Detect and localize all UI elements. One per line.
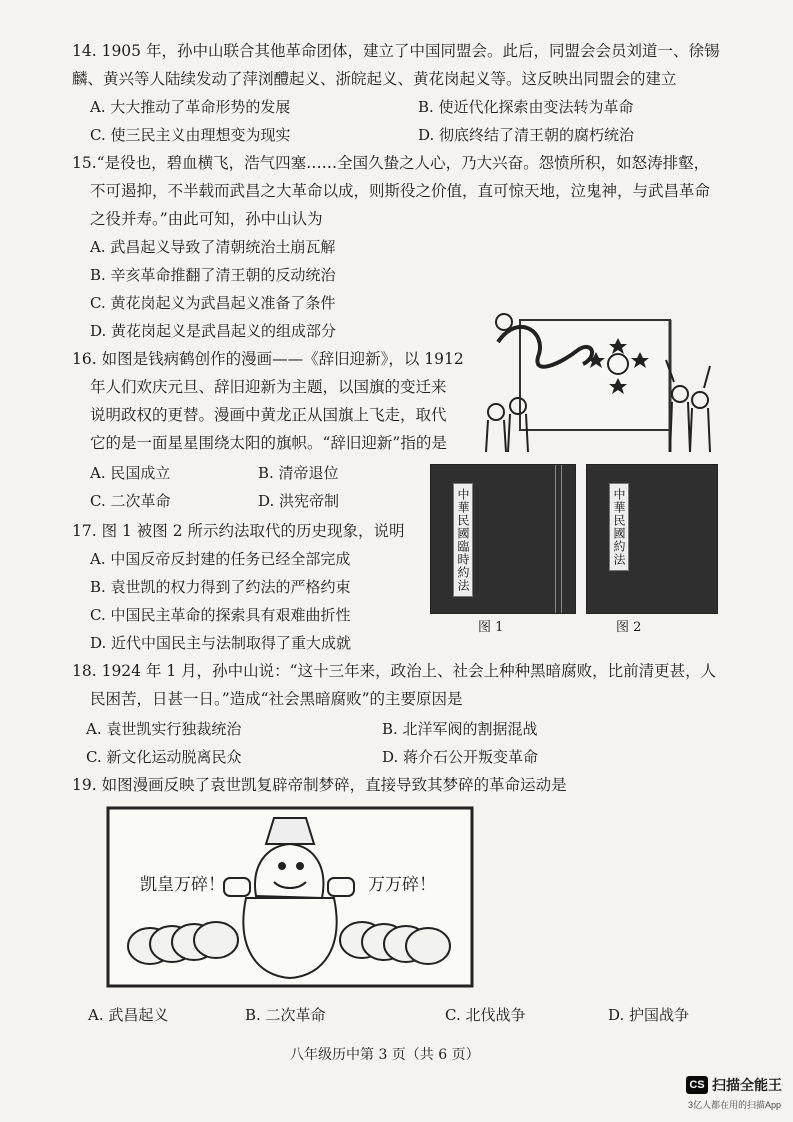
q17-stem-line1: 17. 图 1 被图 2 所示约法取代的历史现象，说明	[72, 522, 405, 540]
q14-option-d[interactable]: D. 彻底终结了清王朝的腐朽统治	[418, 126, 635, 144]
figure-2-book	[586, 464, 718, 614]
q17-option-c[interactable]: C. 中国民主革命的探索具有艰难曲折性	[90, 606, 351, 624]
q18-option-c[interactable]: C. 新文化运动脱离民众	[86, 748, 242, 766]
q19-cartoon-right-text: 万万碎！	[368, 875, 436, 895]
page-footer: 八年级历中第 3 页（共 6 页）	[290, 1047, 480, 1063]
q16-option-c[interactable]: C. 二次革命	[90, 492, 171, 510]
q16-option-b[interactable]: B. 清帝退位	[258, 464, 339, 482]
q14-stem-line1: 14. 1905 年，孙中山联合其他革命团体，建立了中国同盟会。此后，同盟会会员刘道一、徐锡	[72, 42, 720, 60]
q15-option-a[interactable]: A. 武昌起义导致了清朝统治土崩瓦解	[90, 238, 336, 256]
q16-stem-line3: 说明政权的更替。漫画中黄龙正从国旗上飞走，取代	[90, 406, 447, 424]
q19-option-d[interactable]: D. 护国战争	[608, 1006, 690, 1024]
q14-option-a[interactable]: A. 大大推动了革命形势的发展	[90, 98, 291, 116]
q19-option-a[interactable]: A. 武昌起义	[88, 1006, 169, 1024]
figure-2-caption: 图 2	[616, 620, 642, 635]
q15-option-d[interactable]: D. 黄花岗起义是武昌起义的组成部分	[90, 322, 337, 340]
q15-stem-line3: 之役并寿。”由此可知，孙中山认为	[90, 210, 323, 228]
q17-option-d[interactable]: D. 近代中国民主与法制取得了重大成就	[90, 634, 352, 652]
q19-stem-line1: 19. 如图漫画反映了袁世凯复辟帝制梦碎，直接导致其梦碎的革命运动是	[72, 776, 567, 794]
q16-stem-line2: 年人们欢庆元旦、辞旧迎新为主题，以国旗的变迁来	[90, 378, 447, 396]
q18-option-b[interactable]: B. 北洋军阀的割据混战	[382, 720, 538, 738]
camscanner-logo-icon: CS	[686, 1076, 708, 1094]
figure-2-book-label: 中華民國約法	[609, 483, 629, 571]
q19-cartoon	[106, 806, 474, 988]
q15-stem-line1: 15.“是役也，碧血横飞，浩气四塞……全国久蛰之人心，乃大兴奋。怨愤所积，如怒涛排壑，	[72, 154, 710, 172]
q14-option-c[interactable]: C. 使三民主义由理想变为现实	[90, 126, 291, 144]
q14-option-b[interactable]: B. 使近代化探索由变法转为革命	[418, 98, 634, 116]
q16-option-a[interactable]: A. 民国成立	[90, 464, 171, 482]
figure-1-book	[430, 464, 576, 614]
q14-stem-line2: 麟、黄兴等人陆续发动了萍浏醴起义、浙皖起义、黄花岗起义等。这反映出同盟会的建立	[72, 70, 677, 88]
q18-option-a[interactable]: A. 袁世凯实行独裁统治	[86, 720, 242, 738]
q15-option-c[interactable]: C. 黄花岗起义为武昌起义准备了条件	[90, 294, 336, 312]
q15-option-b[interactable]: B. 辛亥革命推翻了清王朝的反动统治	[90, 266, 336, 284]
q16-stem-line1: 16. 如图是钱病鹤创作的漫画——《辞旧迎新》，以 1912	[72, 350, 464, 368]
q18-option-d[interactable]: D. 蒋介石公开叛变革命	[382, 748, 539, 766]
figure-1-caption: 图 1	[478, 620, 504, 635]
q18-stem-line2: 民困苦，日甚一日。”造成“社会黑暗腐败”的主要原因是	[90, 690, 463, 708]
q18-stem-line1: 18. 1924 年 1 月，孙中山说：“这十三年来，政治上、社会上种种黑暗腐败，比前清更甚，人	[72, 662, 717, 680]
q15-stem-line2: 不可遏抑，不半载而武昌之大革命以成，则斯役之价值，直可惊天地，泣鬼神，与武昌革命	[90, 182, 711, 200]
q19-option-b[interactable]: B. 二次革命	[245, 1006, 326, 1024]
watermark-title: 扫描全能王	[712, 1077, 782, 1093]
q17-option-a[interactable]: A. 中国反帝反封建的任务已经全部完成	[90, 550, 351, 568]
q16-stem-line4: 它的是一面星星围绕太阳的旗帜。“辞旧迎新”指的是	[90, 434, 447, 452]
q16-cartoon	[478, 302, 718, 452]
watermark-subtitle: 3亿人都在用的扫描App	[688, 1100, 782, 1110]
q17-option-b[interactable]: B. 袁世凯的权力得到了约法的严格约束	[90, 578, 351, 596]
figure-1-book-label: 中華民國臨時約法	[453, 483, 473, 597]
q16-option-d[interactable]: D. 洪宪帝制	[258, 492, 340, 510]
q19-cartoon-left-text: 凯皇万碎！	[140, 875, 225, 895]
q19-option-c[interactable]: C. 北伐战争	[445, 1006, 526, 1024]
